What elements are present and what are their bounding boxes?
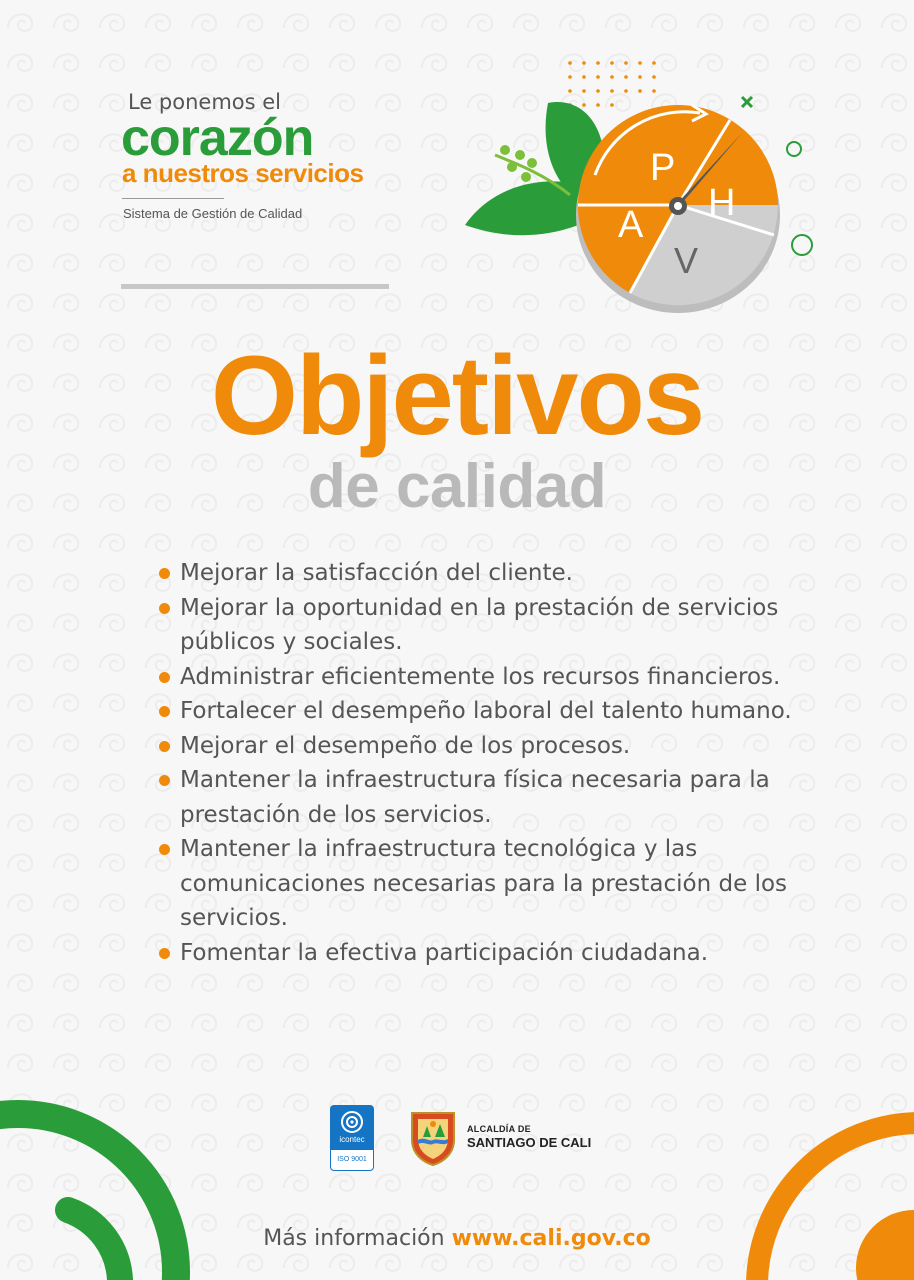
alcaldia-line1: ALCALDÍA DE [467, 1124, 531, 1134]
icontec-emblem-icon [330, 1107, 374, 1137]
alcaldia-line2: SANTIAGO DE CALI [467, 1135, 592, 1150]
cali-shield-icon [409, 1110, 457, 1166]
cycle-letter-p: P [650, 147, 676, 189]
cycle-letter-h: H [708, 182, 736, 224]
divider [122, 198, 224, 199]
bullet-icon [159, 706, 170, 717]
objective-text: Fortalecer el desempeño laboral del talento humano. [180, 698, 792, 724]
system-label: Sistema de Gestión de Calidad [123, 206, 303, 221]
title-sub: de calidad [307, 452, 607, 521]
objective-text: Mantener la infraestructura física necesaria para la prestación de los servicios. [180, 767, 770, 828]
cycle-letter-a: A [618, 204, 644, 246]
list-item [158, 694, 798, 729]
objectives-list [158, 556, 798, 970]
objective-text: Mejorar la satisfacción del cliente. [180, 560, 573, 586]
footer-url-link[interactable]: www.cali.gov.co [451, 1226, 651, 1251]
list-item [158, 660, 798, 695]
icontec-box [330, 1105, 374, 1149]
bullet-icon [159, 672, 170, 683]
bullet-icon [159, 844, 170, 855]
bullet-icon [159, 948, 170, 959]
objective-text: Administrar eficientemente los recursos financieros. [180, 663, 781, 690]
objective-text: Mejorar la oportunidad en la prestación de servicios públicos y sociales. [180, 594, 779, 655]
objective-text: Mejorar el desempeño de los procesos. [180, 732, 631, 759]
bullet-icon [159, 741, 170, 752]
list-item [158, 729, 798, 764]
iso-label: ISO 9001 [330, 1149, 374, 1171]
objective-text: Fomentar la efectiva participación ciudadana. [180, 939, 709, 966]
slogan-sub: a nuestros servicios [122, 158, 364, 188]
dot-grid [568, 61, 656, 107]
bullet-icon [159, 603, 170, 614]
alcaldia-logo-text [467, 1124, 591, 1151]
list-item [158, 556, 798, 591]
slogan-main: corazón [121, 109, 314, 167]
list-item [158, 591, 798, 660]
footer-info-label: Más información [263, 1226, 445, 1251]
objective-text: Mantener la infraestructura tecnológica y las comunicaciones necesarias para la prestación de los servicios. [180, 836, 788, 931]
list-item [158, 832, 798, 936]
phva-cycle-illustration [460, 55, 830, 325]
bullet-icon [159, 775, 170, 786]
slogan-top: Le ponemos el [128, 90, 282, 114]
bullet-icon [159, 568, 170, 579]
cycle-letter-v: V [674, 240, 699, 281]
list-item [158, 936, 798, 971]
title-main: Objetivos [210, 333, 704, 458]
icontec-logo [330, 1105, 374, 1171]
icontec-label: icontec [339, 1135, 365, 1144]
gray-bar [121, 284, 389, 289]
list-item [158, 763, 798, 832]
footer-info [0, 1226, 914, 1251]
